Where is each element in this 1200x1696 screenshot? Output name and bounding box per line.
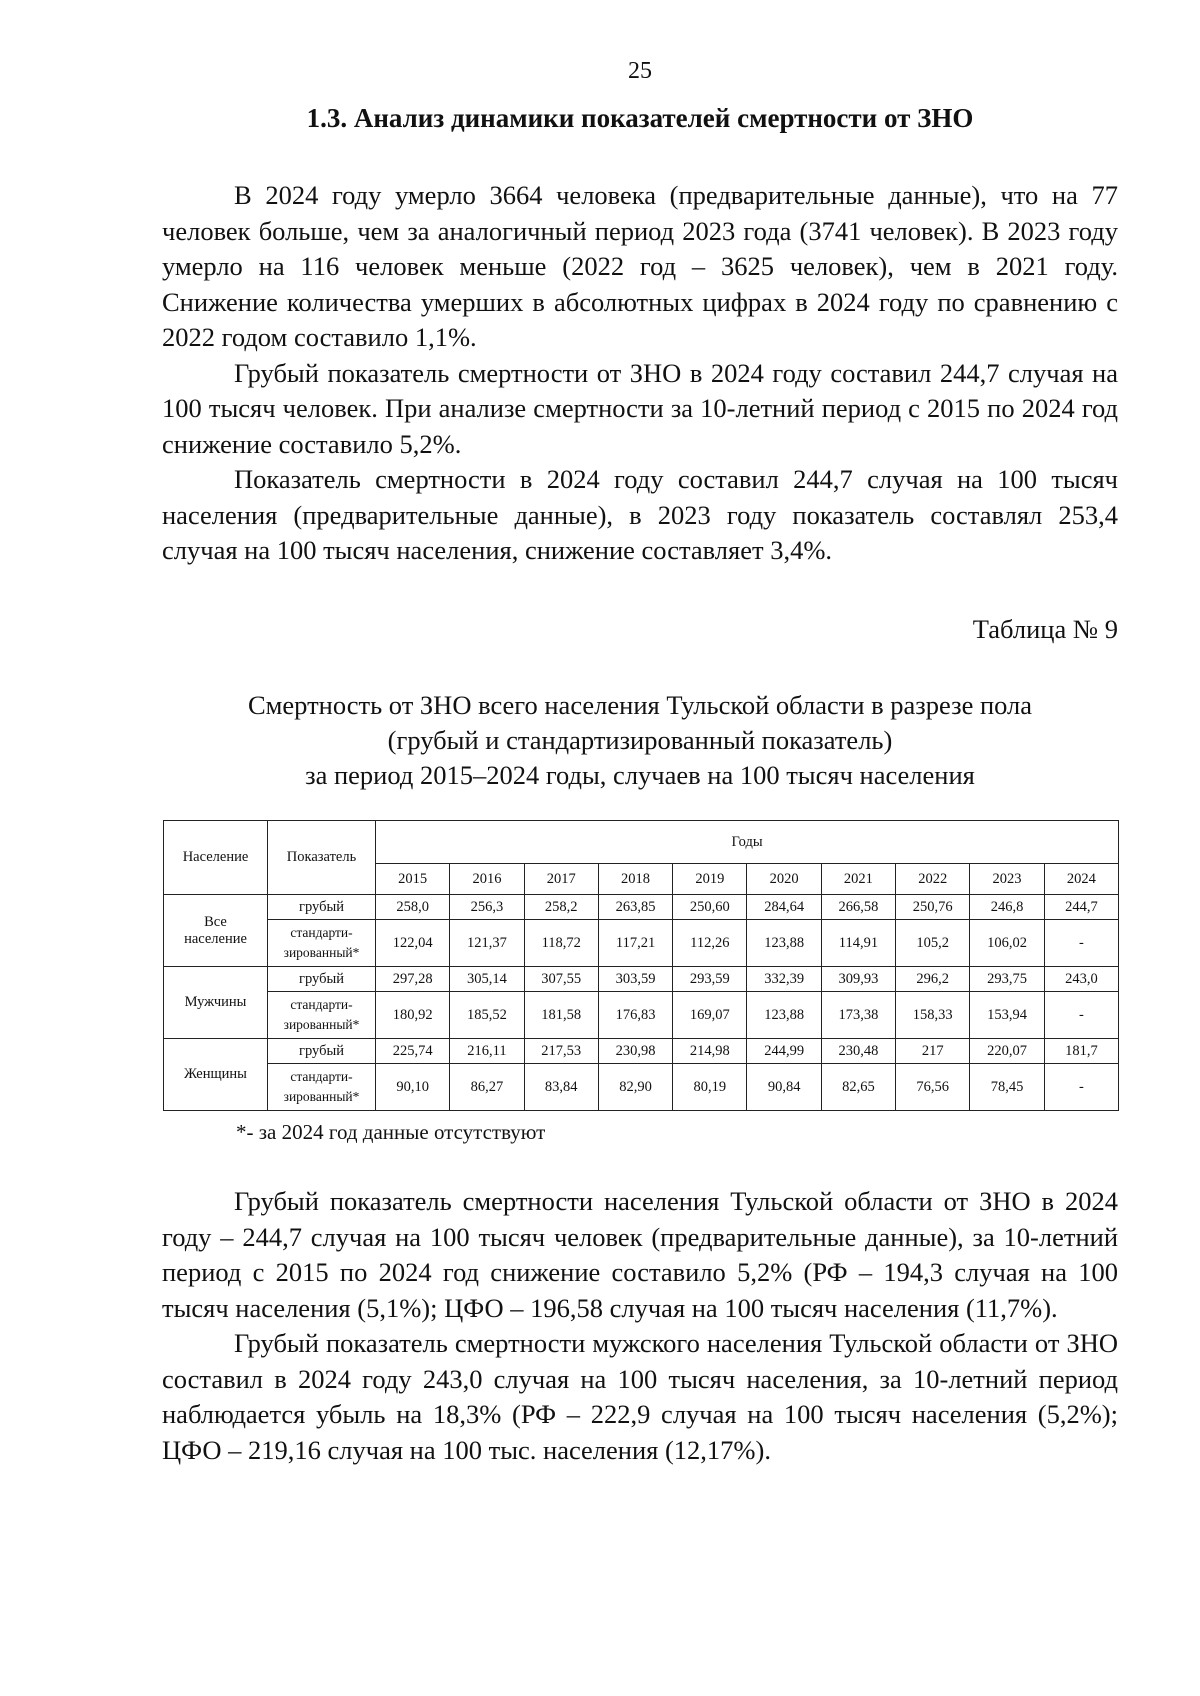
population-group-label: население [184, 930, 247, 947]
value-cell: 80,19 [673, 1064, 747, 1111]
value-cell: 220,07 [970, 1039, 1044, 1064]
value-cell: 297,28 [376, 967, 450, 992]
intro-text [162, 178, 1118, 569]
value-cell: 216,11 [450, 1039, 524, 1064]
table-row-crude [164, 967, 1119, 992]
value-cell: 217 [896, 1039, 970, 1064]
value-cell: 83,84 [524, 1064, 598, 1111]
value-cell: 244,99 [747, 1039, 821, 1064]
value-cell: - [1044, 992, 1118, 1039]
intro-paragraph: В 2024 году умерло 3664 человека (предварительные данные), что на 77 человек больше, чем за аналогичный период 2023 года (3741 человек). В 2023 году умерло на 116 человек меньше (2022 год – 3625 человек), чем в 2021 году. Снижение количества умерших в абсолютных цифрах в 2024 году по сравнению с 2022 годом составило 1,1%. [162, 180, 1118, 352]
value-cell: 90,84 [747, 1064, 821, 1111]
year-header-cell: 2024 [1044, 864, 1118, 895]
table-header-row [164, 821, 1119, 864]
year-header-cell: 2022 [896, 864, 970, 895]
value-cell: 303,59 [598, 967, 672, 992]
indicator-label-line: стандарти- [290, 997, 353, 1012]
value-cell: 122,04 [376, 920, 450, 967]
value-cell: 169,07 [673, 992, 747, 1039]
table-row-crude [164, 895, 1119, 920]
value-cell: 82,90 [598, 1064, 672, 1111]
population-group-label: Мужчины [184, 994, 247, 1010]
value-cell: 176,83 [598, 992, 672, 1039]
header-years: Годы [376, 821, 1119, 864]
year-header-cell: 2017 [524, 864, 598, 895]
value-cell: 121,37 [450, 920, 524, 967]
indicator-cell [268, 1064, 376, 1111]
value-cell: 243,0 [1044, 967, 1118, 992]
value-cell: 173,38 [821, 992, 895, 1039]
header-population: Население [164, 821, 268, 895]
indicator-cell [268, 992, 376, 1039]
value-cell: 181,58 [524, 992, 598, 1039]
value-cell: 256,3 [450, 895, 524, 920]
table-body [164, 895, 1119, 1111]
indicator-label-line: зированный* [283, 1017, 360, 1032]
table-title-line: Смертность от ЗНО всего населения Тульской области в разрезе пола [247, 690, 1033, 720]
value-cell: 123,88 [747, 992, 821, 1039]
value-cell: 76,56 [896, 1064, 970, 1111]
value-cell: 180,92 [376, 992, 450, 1039]
value-cell: 309,93 [821, 967, 895, 992]
value-cell: 250,60 [673, 895, 747, 920]
value-cell: 293,75 [970, 967, 1044, 992]
value-cell: 244,7 [1044, 895, 1118, 920]
value-cell: 114,91 [821, 920, 895, 967]
value-cell: 214,98 [673, 1039, 747, 1064]
value-cell: 307,55 [524, 967, 598, 992]
value-cell: 105,2 [896, 920, 970, 967]
value-cell: 86,27 [450, 1064, 524, 1111]
indicator-label-line: стандарти- [290, 925, 353, 940]
value-cell: 293,59 [673, 967, 747, 992]
indicator-label-line: стандарти- [290, 1069, 353, 1084]
closing-paragraph: Грубый показатель смертности мужского населения Тульской области от ЗНО составил в 2024 году 243,0 случая на 100 тысяч населения, за 10-летний период наблюдается убыль на 18,3% (РФ – 222,9 случая на 100 тысяч населения (5,2%); ЦФО – 219,16 случая на 100 тыс. населения (12,17%). [162, 1328, 1118, 1465]
value-cell: 158,33 [896, 992, 970, 1039]
value-cell: 185,52 [450, 992, 524, 1039]
year-header-cell: 2020 [747, 864, 821, 895]
table-label: Таблица № 9 [972, 614, 1118, 644]
value-cell: 230,48 [821, 1039, 895, 1064]
table-row-standardized [164, 1064, 1119, 1111]
year-header-cell: 2015 [376, 864, 450, 895]
indicator-label-line: зированный* [283, 1089, 360, 1104]
population-group-label: Все [204, 913, 227, 930]
value-cell: 106,02 [970, 920, 1044, 967]
value-cell: 258,2 [524, 895, 598, 920]
value-cell: 250,76 [896, 895, 970, 920]
value-cell: - [1044, 920, 1118, 967]
population-group-cell [164, 895, 268, 967]
value-cell: 258,0 [376, 895, 450, 920]
intro-paragraph: Показатель смертности в 2024 году составил 244,7 случая на 100 тысяч населения (предварительные данные), в 2023 году показатель составлял 253,4 случая на 100 тысяч населения, снижение составляет 3,4%. [162, 464, 1118, 565]
closing-paragraph: Грубый показатель смертности населения Тульской области от ЗНО в 2024 году – 244,7 случая на 100 тысяч человек (предварительные данные), за 10-летний период с 2015 по 2024 год снижение составило 5,2% (РФ – 194,3 случая на 100 тысяч населения (5,1%); ЦФО – 196,58 случая на 100 тысяч населения (11,7%). [162, 1186, 1118, 1323]
value-cell: 78,45 [970, 1064, 1044, 1111]
value-cell: 118,72 [524, 920, 598, 967]
indicator-label-line: зированный* [283, 945, 360, 960]
indicator-cell: грубый [268, 895, 376, 920]
table-row-standardized [164, 992, 1119, 1039]
header-indicator: Показатель [268, 821, 376, 895]
population-group-cell [164, 1039, 268, 1111]
population-group-label: Женщины [184, 1066, 247, 1082]
value-cell: 230,98 [598, 1039, 672, 1064]
year-header-cell: 2019 [673, 864, 747, 895]
table-row-standardized [164, 920, 1119, 967]
value-cell: - [1044, 1064, 1118, 1111]
indicator-cell: грубый [268, 1039, 376, 1064]
value-cell: 153,94 [970, 992, 1044, 1039]
table-footnote: *- за 2024 год данные отсутствуют [236, 1120, 546, 1144]
year-header-cell: 2021 [821, 864, 895, 895]
indicator-cell: грубый [268, 967, 376, 992]
section-heading: 1.3. Анализ динамики показателей смертности от ЗНО [306, 103, 974, 133]
page-number: 25 [628, 58, 652, 84]
value-cell: 225,74 [376, 1039, 450, 1064]
value-cell: 284,64 [747, 895, 821, 920]
year-header-cell: 2023 [970, 864, 1044, 895]
population-group-cell [164, 967, 268, 1039]
value-cell: 246,8 [970, 895, 1044, 920]
year-header-cell: 2018 [598, 864, 672, 895]
table-title-line: (грубый и стандартизированный показатель) [387, 725, 893, 755]
indicator-cell [268, 920, 376, 967]
value-cell: 123,88 [747, 920, 821, 967]
value-cell: 90,10 [376, 1064, 450, 1111]
value-cell: 217,53 [524, 1039, 598, 1064]
table-title-line: за период 2015–2024 годы, случаев на 100 тысяч населения [305, 760, 975, 790]
value-cell: 296,2 [896, 967, 970, 992]
value-cell: 266,58 [821, 895, 895, 920]
table-row-crude [164, 1039, 1119, 1064]
closing-text [162, 1184, 1118, 1468]
value-cell: 82,65 [821, 1064, 895, 1111]
table-title [160, 688, 1120, 793]
mortality-table [163, 820, 1119, 1111]
year-header-cell: 2016 [450, 864, 524, 895]
value-cell: 181,7 [1044, 1039, 1118, 1064]
value-cell: 305,14 [450, 967, 524, 992]
value-cell: 112,26 [673, 920, 747, 967]
value-cell: 117,21 [598, 920, 672, 967]
value-cell: 263,85 [598, 895, 672, 920]
intro-paragraph: Грубый показатель смертности от ЗНО в 2024 году составил 244,7 случая на 100 тысяч человек. При анализе смертности за 10-летний период с 2015 по 2024 год снижение составило 5,2%. [162, 357, 1118, 459]
value-cell: 332,39 [747, 967, 821, 992]
